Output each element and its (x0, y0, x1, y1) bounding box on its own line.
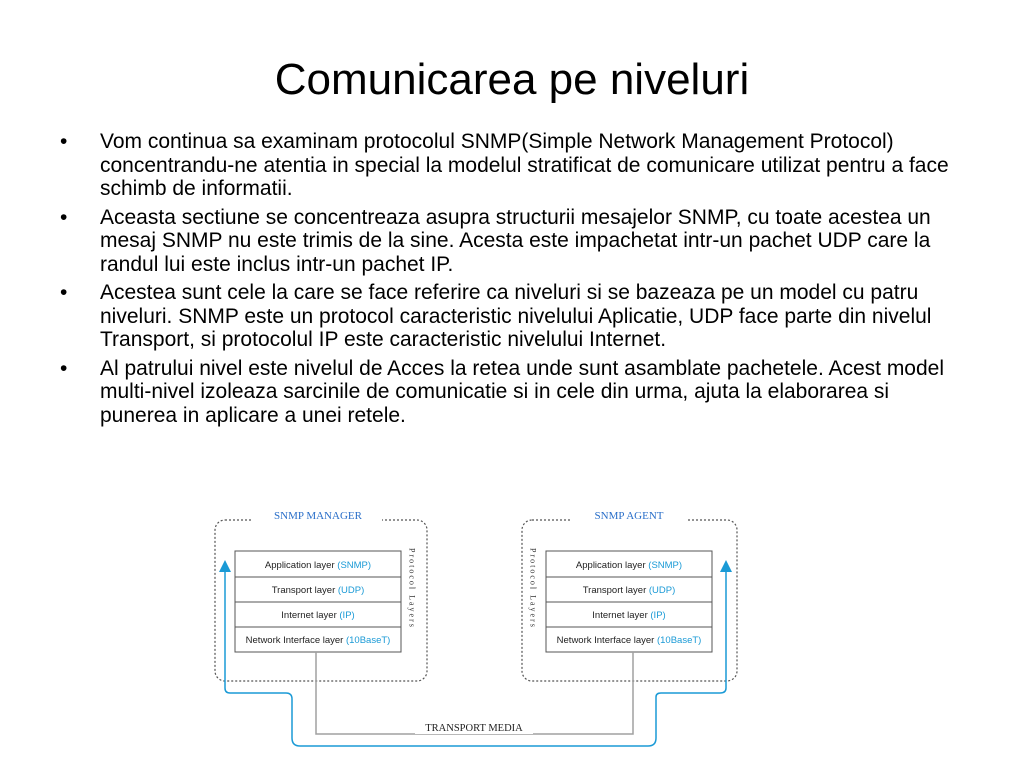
agent-title: SNMP AGENT (594, 510, 664, 522)
bullet-text: Aceasta sectiune se concentreaza asupra structurii mesajelor SNMP, cu toate acestea un mesaj SNMP nu este trimis de la sine. Acesta este impachetat intr-un pachet UDP care la randul lui este inclus intr-un pachet IP. (100, 205, 931, 276)
manager-layer-stack (235, 551, 401, 652)
manager-side-label: Protocol Layers (407, 548, 417, 629)
bullet-icon: • (60, 130, 68, 153)
bullet-icon: • (60, 281, 68, 304)
manager-layer-transport: Transport layer (UDP) (271, 585, 365, 596)
manager-title: SNMP MANAGER (274, 510, 362, 522)
manager-layer-network: Network Interface layer (10BaseT) (245, 635, 391, 646)
agent-side-label: Protocol Layers (528, 548, 538, 629)
bullet-text: Acestea sunt cele la care se face referire ca niveluri si se bazeaza pe un model cu patru niveluri. SNMP este un protocol caracteristic nivelului Aplicatie, UDP face parte din nivelul Transport, si protocolul IP este caracteristic nivelului Internet. (100, 281, 932, 351)
bullet-text: Vom continua sa examinam protocolul SNMP(Simple Network Management Protocol) concentrandu-ne atentia in special la modelul stratificat de comunicare utilizat pentru a face schimb de informatii. (100, 130, 949, 200)
bullet-icon: • (60, 205, 68, 229)
agent-layer-internet: Internet layer (IP) (592, 610, 666, 621)
manager-layer-application: Application layer (SNMP) (264, 560, 372, 571)
agent-layer-network: Network Interface layer (10BaseT) (556, 635, 702, 646)
agent-layer-application: Application layer (SNMP) (575, 560, 683, 571)
slide-title: Comunicarea pe niveluri (274, 55, 750, 104)
manager-container (215, 520, 427, 681)
agent-layer-stack (546, 551, 712, 652)
bullet-text: Al patrului nivel este nivelul de Acces la retea unde sunt asamblate pachetele. Acest model multi-nivel izoleaza sarcinile de comunicatie si in cele din urma, ajuta la elaborarea si punerea in aplicare a unei retele. (100, 356, 945, 427)
agent-layer-transport: Transport layer (UDP) (582, 585, 676, 596)
manager-layer-internet: Internet layer (IP) (281, 610, 355, 621)
agent-container (522, 520, 737, 681)
media-label: TRANSPORT MEDIA (425, 723, 523, 734)
bullet-icon: • (60, 356, 68, 380)
